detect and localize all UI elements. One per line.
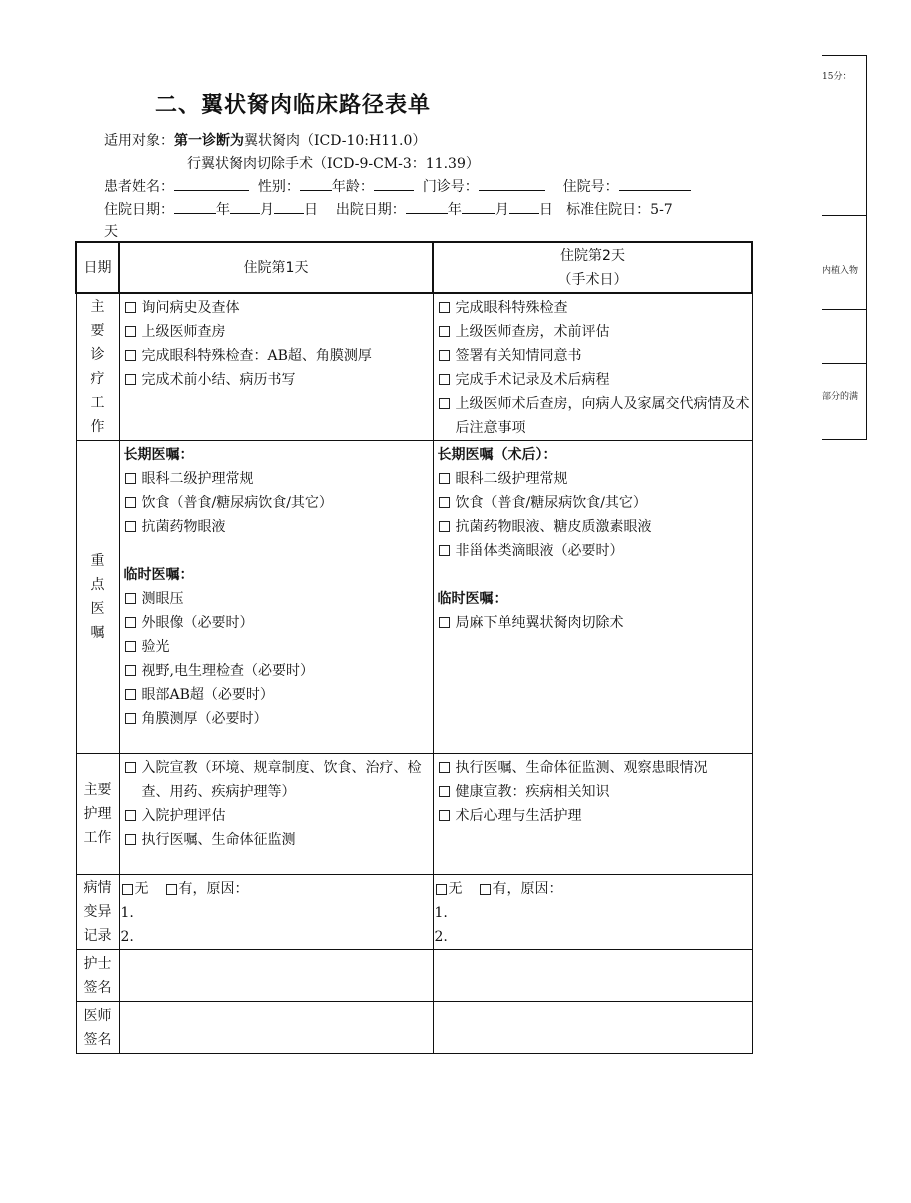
checklist-item-text: 非甾体类滴眼液（必要时） bbox=[455, 543, 624, 559]
checklist-item bbox=[438, 491, 750, 515]
checklist-item bbox=[438, 320, 750, 344]
main-work-label: 主要诊疗工作 bbox=[76, 293, 119, 441]
checklist-item-text: 眼科二级护理常规 bbox=[455, 471, 568, 487]
table-header-row bbox=[76, 242, 752, 293]
nursing-day1 bbox=[119, 754, 433, 875]
long-term-orders-heading: 长期医嘱： bbox=[123, 447, 194, 463]
checklist-item-text: 完成手术记录及术后病程 bbox=[455, 372, 610, 388]
checklist-item-text: 抗菌药物眼液 bbox=[141, 519, 226, 535]
checklist-item-text: 视野,电生理检查（必要时） bbox=[141, 663, 314, 679]
checkbox[interactable] bbox=[125, 374, 136, 385]
checkbox[interactable] bbox=[125, 593, 136, 604]
checkbox[interactable] bbox=[439, 545, 450, 556]
side-panel-rule bbox=[822, 55, 867, 56]
checkbox[interactable] bbox=[125, 326, 136, 337]
checklist-item-text: 健康宣教：疾病相关知识 bbox=[455, 784, 610, 800]
checkbox[interactable] bbox=[125, 689, 136, 700]
orders-day2 bbox=[433, 441, 752, 754]
nursing-row bbox=[76, 754, 752, 875]
date-info-line bbox=[104, 199, 673, 219]
checkbox[interactable] bbox=[125, 617, 136, 628]
month-label: 月 bbox=[260, 202, 274, 218]
variation-label: 病情变异记录 bbox=[76, 875, 119, 950]
checklist-item bbox=[124, 659, 431, 683]
nurse-sign-label: 护士签名 bbox=[76, 950, 119, 1002]
age-label: 年龄： bbox=[331, 179, 374, 195]
checklist-item bbox=[124, 296, 431, 320]
long-term-orders-day2 bbox=[438, 467, 750, 563]
name-label: 患者姓名： bbox=[104, 179, 174, 195]
checkbox[interactable] bbox=[125, 302, 136, 313]
main-work-row bbox=[76, 293, 752, 441]
checklist-item bbox=[124, 707, 431, 731]
outpatient-field[interactable] bbox=[479, 178, 545, 191]
has-variation-label: 有，原因： bbox=[178, 881, 249, 897]
checklist-item-text: 执行医嘱、生命体征监测 bbox=[141, 832, 296, 848]
side-panel-rule bbox=[822, 363, 867, 364]
checkbox[interactable] bbox=[439, 762, 450, 773]
checklist-item-text: 上级医师术后查房，向病人及家属交代病情及术后注意事项 bbox=[455, 396, 750, 436]
checklist-item-text: 外眼像（必要时） bbox=[141, 615, 254, 631]
checklist-item bbox=[124, 804, 431, 828]
variation-day1 bbox=[119, 875, 433, 950]
checklist-item-text: 入院护理评估 bbox=[141, 808, 226, 824]
doctor-sign-day2-field[interactable] bbox=[433, 1002, 752, 1054]
spacer bbox=[124, 539, 431, 563]
has-variation-checkbox[interactable] bbox=[166, 884, 177, 895]
sex-label: 性别： bbox=[257, 179, 300, 195]
side-panel-rule bbox=[822, 439, 867, 440]
doctor-sign-label: 医师签名 bbox=[76, 1002, 119, 1054]
applicable-diagnosis: 翼状胬肉（ICD-10:H11.0） bbox=[244, 133, 427, 149]
variation-reason-1: 1. bbox=[434, 905, 448, 921]
checkbox[interactable] bbox=[439, 497, 450, 508]
nurse-sign-row bbox=[76, 950, 752, 1002]
checklist-item-text: 术后心理与生活护理 bbox=[455, 808, 582, 824]
checklist-item bbox=[438, 296, 750, 320]
temporary-orders-heading: 临时医嘱： bbox=[437, 591, 508, 607]
long-term-orders-heading: 长期医嘱（术后）： bbox=[437, 447, 557, 463]
applicable-line-1 bbox=[104, 130, 426, 150]
checklist-item-text: 签署有关知情同意书 bbox=[455, 348, 582, 364]
orders-row bbox=[76, 441, 752, 754]
admission-year-field[interactable] bbox=[174, 201, 216, 214]
checkbox[interactable] bbox=[125, 834, 136, 845]
spacer bbox=[438, 563, 750, 587]
patient-info-line bbox=[104, 176, 691, 196]
no-variation-label: 无 bbox=[448, 881, 463, 897]
checkbox[interactable] bbox=[125, 350, 136, 361]
nurse-sign-day1-field[interactable] bbox=[119, 950, 433, 1002]
temporary-orders-heading: 临时医嘱： bbox=[123, 567, 194, 583]
checklist-item-text: 入院宣教（环境、规章制度、饮食、治疗、检查、用药、疾病护理等） bbox=[141, 760, 422, 800]
admission-label: 住院日期： bbox=[104, 202, 174, 218]
checklist-item-text: 眼科二级护理常规 bbox=[141, 471, 254, 487]
checklist-item bbox=[124, 515, 431, 539]
checkbox[interactable] bbox=[439, 350, 450, 361]
checklist-item bbox=[124, 344, 431, 368]
day-label: 日 bbox=[304, 202, 318, 218]
checkbox[interactable] bbox=[439, 473, 450, 484]
checklist-item bbox=[124, 756, 431, 804]
month-label: 月 bbox=[494, 202, 509, 218]
checklist-item bbox=[438, 344, 750, 368]
variation-row bbox=[76, 875, 752, 950]
year-label: 年 bbox=[216, 202, 230, 218]
standard-stay-unit: 天 bbox=[104, 224, 118, 240]
side-panel-rule bbox=[822, 215, 867, 216]
doctor-sign-row bbox=[76, 1002, 752, 1054]
checkbox[interactable] bbox=[439, 786, 450, 797]
checklist-item-text: 完成眼科特殊检查：AB超、角膜测厚 bbox=[141, 348, 372, 364]
admission-day-field[interactable] bbox=[274, 201, 304, 214]
checkbox[interactable] bbox=[125, 713, 136, 724]
checklist-item-text: 局麻下单纯翼状胬肉切除术 bbox=[455, 615, 624, 631]
checkbox[interactable] bbox=[439, 326, 450, 337]
checklist-item bbox=[124, 611, 431, 635]
applicable-line-2: 行翼状胬肉切除手术（ICD-9-CM-3：11.39） bbox=[187, 156, 480, 172]
main-work-day2 bbox=[433, 293, 752, 441]
checklist-item bbox=[438, 539, 750, 563]
variation-reason-2: 2. bbox=[120, 929, 134, 945]
clinical-pathway-table bbox=[75, 241, 753, 1054]
no-variation-label: 无 bbox=[134, 881, 149, 897]
checkbox[interactable] bbox=[439, 374, 450, 385]
nursing-label: 主要护理工作 bbox=[76, 754, 119, 875]
applicable-label: 适用对象： bbox=[104, 133, 174, 149]
checkbox[interactable] bbox=[439, 521, 450, 532]
applicable-diagnosis-lead: 第一诊断为 bbox=[174, 133, 244, 149]
standard-stay: 标准住院日：5-7 bbox=[566, 202, 673, 218]
has-variation-label: 有，原因： bbox=[492, 881, 563, 897]
checklist-item-text: 测眼压 bbox=[141, 591, 184, 607]
checklist-item bbox=[438, 515, 750, 539]
no-variation-checkbox[interactable] bbox=[122, 884, 133, 895]
outpatient-label: 门诊号： bbox=[422, 179, 479, 195]
checklist-item bbox=[124, 683, 431, 707]
checklist-item bbox=[438, 467, 750, 491]
checkbox[interactable] bbox=[439, 302, 450, 313]
checklist-item bbox=[438, 780, 750, 804]
checklist-item bbox=[124, 828, 431, 852]
page-title: 二、翼状胬肉临床路径表单 bbox=[155, 93, 432, 118]
header-day2-subtitle: （手术日） bbox=[557, 271, 628, 288]
checklist-item bbox=[438, 368, 750, 392]
year-label: 年 bbox=[447, 202, 462, 218]
admission-month-field[interactable] bbox=[230, 201, 260, 214]
discharge-day-field[interactable] bbox=[509, 201, 539, 214]
main-work-day1 bbox=[119, 293, 433, 441]
checklist-item bbox=[124, 368, 431, 392]
orders-day1 bbox=[119, 441, 433, 754]
checklist-item bbox=[124, 587, 431, 611]
header-day2 bbox=[433, 242, 752, 293]
variation-day2 bbox=[433, 875, 752, 950]
checklist-item bbox=[438, 804, 750, 828]
side-panel-rule bbox=[822, 309, 867, 310]
has-variation-checkbox[interactable] bbox=[480, 884, 491, 895]
checklist-item-text: 完成术前小结、病历书写 bbox=[141, 372, 296, 388]
discharge-year-field[interactable] bbox=[406, 201, 448, 214]
checklist-item-text: 眼部AB超（必要时） bbox=[141, 687, 274, 703]
checkbox[interactable] bbox=[125, 521, 136, 532]
checkbox[interactable] bbox=[439, 617, 450, 628]
checklist-item bbox=[124, 467, 431, 491]
checklist-item-text: 抗菌药物眼液、糖皮质激素眼液 bbox=[455, 519, 652, 535]
checklist-item-text: 完成眼科特殊检查 bbox=[455, 300, 568, 316]
checklist-item-text: 上级医师查房 bbox=[141, 324, 226, 340]
checklist-item-text: 饮食（普食/糖尿病饮食/其它） bbox=[141, 495, 333, 511]
variation-reason-1: 1. bbox=[120, 905, 134, 921]
header-date: 日期 bbox=[76, 242, 119, 293]
checklist-item bbox=[124, 320, 431, 344]
checkbox[interactable] bbox=[125, 762, 136, 773]
nursing-day2 bbox=[433, 754, 752, 875]
checkbox[interactable] bbox=[439, 810, 450, 821]
discharge-label: 出院日期： bbox=[335, 202, 406, 218]
checkbox[interactable] bbox=[125, 473, 136, 484]
temporary-orders-day2 bbox=[438, 611, 750, 635]
no-variation-checkbox[interactable] bbox=[436, 884, 447, 895]
side-panel-text-middle: 内植入物 bbox=[822, 266, 859, 276]
checkbox[interactable] bbox=[125, 641, 136, 652]
checklist-item-text: 执行医嘱、生命体征监测、观察患眼情况 bbox=[455, 760, 708, 776]
checkbox[interactable] bbox=[125, 497, 136, 508]
doctor-sign-day1-field[interactable] bbox=[119, 1002, 433, 1054]
inpatient-field[interactable] bbox=[619, 178, 691, 191]
header-day2-title: 住院第2天 bbox=[560, 247, 625, 264]
header-day1: 住院第1天 bbox=[119, 242, 433, 293]
discharge-month-field[interactable] bbox=[462, 201, 495, 214]
checklist-item-text: 饮食（普食/糖尿病饮食/其它） bbox=[455, 495, 647, 511]
nurse-sign-day2-field[interactable] bbox=[433, 950, 752, 1002]
checkbox[interactable] bbox=[439, 398, 450, 409]
checkbox[interactable] bbox=[125, 665, 136, 676]
checklist-item-text: 验光 bbox=[141, 639, 170, 655]
side-panel-text-top: 15分： bbox=[822, 72, 852, 82]
name-field[interactable] bbox=[174, 178, 249, 191]
orders-label: 重点医嘱 bbox=[76, 441, 119, 754]
temporary-orders-day1 bbox=[124, 587, 431, 731]
checklist-item-text: 角膜测厚（必要时） bbox=[141, 711, 268, 727]
sex-field[interactable] bbox=[300, 178, 332, 191]
inpatient-label: 住院号： bbox=[562, 179, 619, 195]
checklist-item bbox=[438, 392, 750, 440]
side-panel-text-bottom: 部分的满 bbox=[822, 392, 859, 402]
checklist-item bbox=[438, 611, 750, 635]
age-field[interactable] bbox=[374, 178, 414, 191]
variation-reason-2: 2. bbox=[434, 929, 448, 945]
checklist-item-text: 上级医师查房，术前评估 bbox=[455, 324, 610, 340]
side-panel-border bbox=[866, 55, 867, 440]
checklist-item-text: 询问病史及查体 bbox=[141, 300, 240, 316]
checkbox[interactable] bbox=[125, 810, 136, 821]
checklist-item bbox=[438, 756, 750, 780]
day-label: 日 bbox=[538, 202, 553, 218]
checklist-item bbox=[124, 635, 431, 659]
checklist-item bbox=[124, 491, 431, 515]
long-term-orders-day1 bbox=[124, 467, 431, 539]
